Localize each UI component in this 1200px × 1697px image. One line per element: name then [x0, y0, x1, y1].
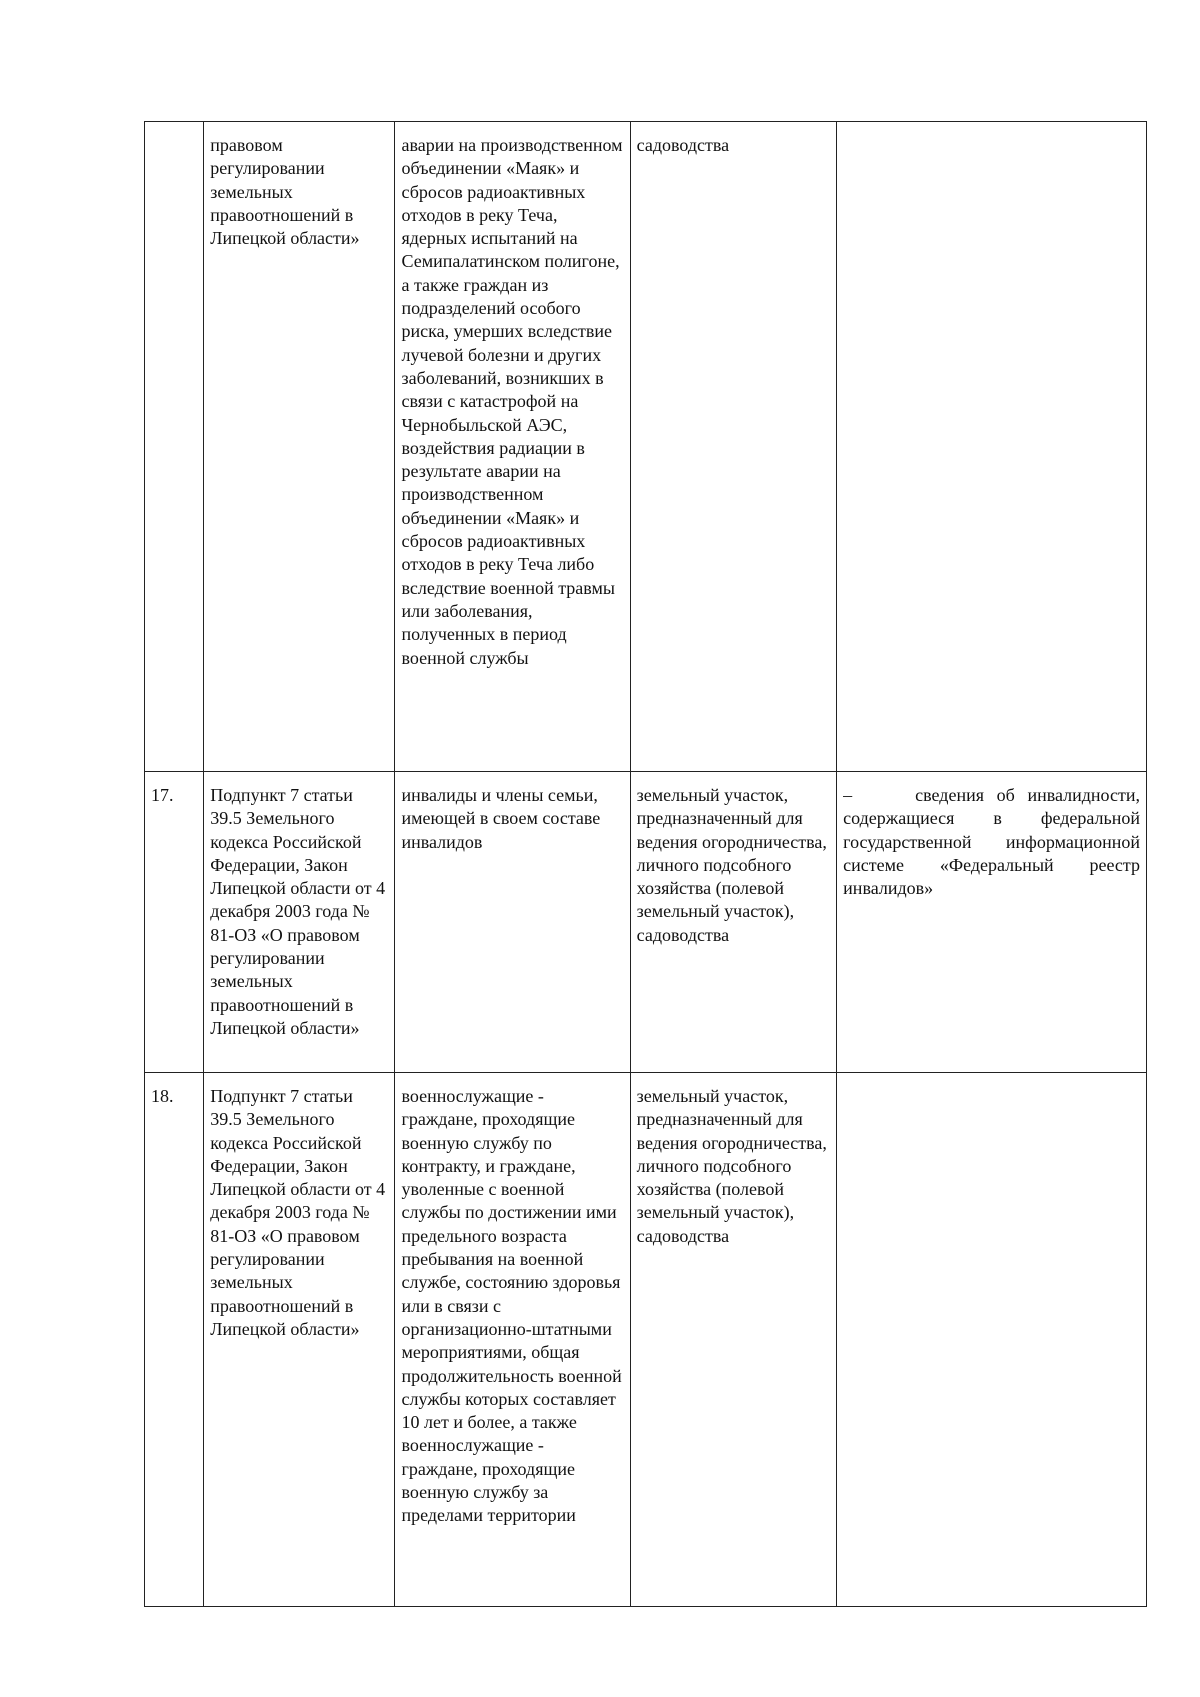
- documents-cell: [837, 772, 1147, 1073]
- table-row: [145, 122, 1147, 772]
- land-purpose-cell: земельный участок, предназначенный для ведения огородничества, личного подсобного хозяйства (полевой земельный участок), садоводства: [630, 772, 837, 1073]
- table-row: [145, 1073, 1147, 1607]
- citizen-category-cell: военнослужащие - граждане, проходящие военную службу по контракту, и граждане, уволенные с военной службы по достижении ими предельного возраста пребывания на военной службе, состоянию здоровья или в связи с организационно-штатными мероприятиями, общая продолжительность военной службы которых составляет 10 лет и более, а также военнослужащие - граждане, проходящие военную службу за пределами территории: [395, 1073, 630, 1607]
- row-number-cell: 18.: [145, 1073, 204, 1607]
- citizen-category-cell: инвалиды и члены семьи, имеющей в своем составе инвалидов: [395, 772, 630, 1073]
- legal-basis-cell: Подпункт 7 статьи 39.5 Земельного кодекса Российской Федерации, Закон Липецкой области от 4 декабря 2003 года № 81-ОЗ «О правовом регулировании земельных правоотношений в Липецкой области»: [204, 772, 395, 1073]
- table-row: [145, 772, 1147, 1073]
- legal-basis-cell: Подпункт 7 статьи 39.5 Земельного кодекса Российской Федерации, Закон Липецкой области от 4 декабря 2003 года № 81-ОЗ «О правовом регулировании земельных правоотношений в Липецкой области»: [204, 1073, 395, 1607]
- documents-cell: [837, 122, 1147, 772]
- row-number-cell: [145, 122, 204, 772]
- citizen-category-cell: аварии на производственном объединении «Маяк» и сбросов радиоактивных отходов в реку Теча, ядерных испытаний на Семипалатинском полигоне, а также граждан из подразделений особого риска, умерших вследствие лучевой болезни и других заболеваний, возникших в связи с катастрофой на Чернобыльской АЭС, воздействия радиации в результате аварии на производственном объединении «Маяк» и сбросов радиоактивных отходов в реку Теча либо вследствие военной травмы или заболевания, полученных в период военной службы: [395, 122, 630, 772]
- land-purpose-cell: садоводства: [630, 122, 837, 772]
- documents-cell: [837, 1073, 1147, 1607]
- land-allocation-table: [144, 121, 1147, 1607]
- land-purpose-cell: земельный участок, предназначенный для ведения огородничества, личного подсобного хозяйства (полевой земельный участок), садоводства: [630, 1073, 837, 1607]
- documents-text: сведения об инвалидности, содержащиеся в федеральной государственной информационной системе «Федеральный реестр инвалидов»: [843, 785, 1140, 899]
- legal-basis-cell: правовом регулировании земельных правоотношений в Липецкой области»: [204, 122, 395, 772]
- documents-dash: –: [843, 785, 853, 805]
- row-number-cell: 17.: [145, 772, 204, 1073]
